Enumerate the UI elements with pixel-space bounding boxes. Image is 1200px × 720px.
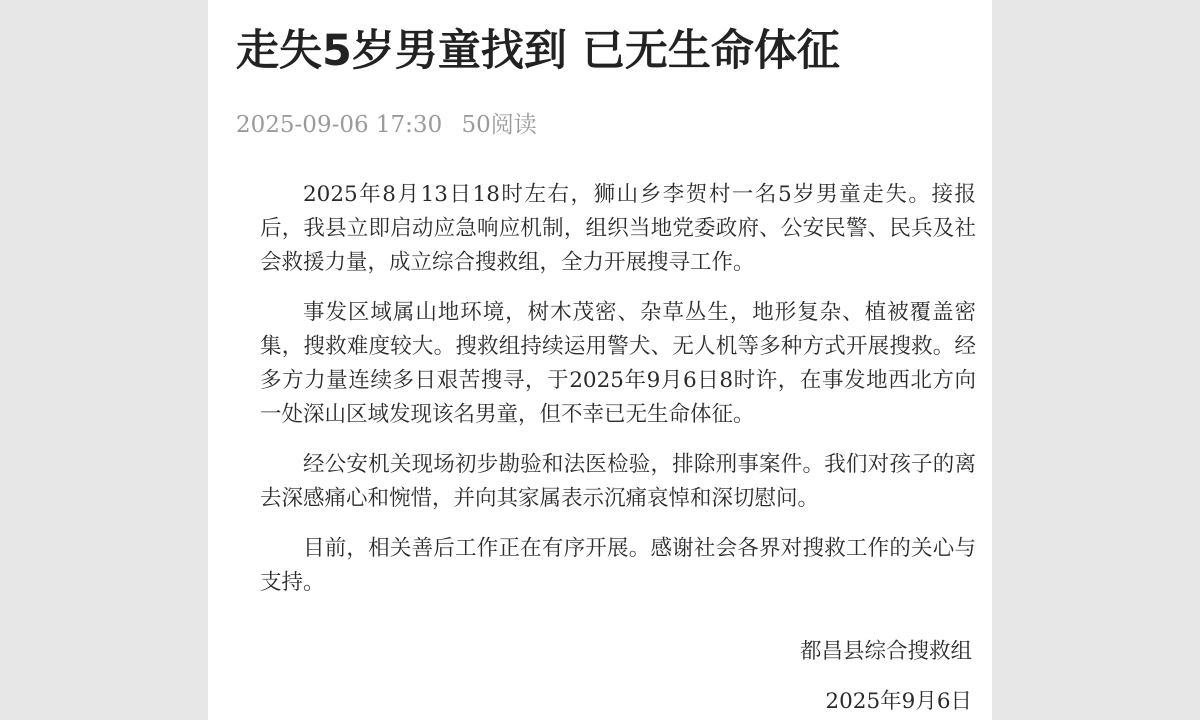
paragraph: 经公安机关现场初步勘验和法医检验，排除刑事案件。我们对孩子的离去深感痛心和惋惜，并向其家属表示沉痛哀悼和深切慰问。 [260,452,976,511]
read-count: 50阅读 [461,112,537,138]
paragraph: 2025年8月13日18时左右，狮山乡李贺村一名5岁男童走失。接报后，我县立即启动应急响应机制，组织当地党委政府、公安民警、民兵及社会救援力量，成立综合搜救组，全力开展搜寻工作。 [260,182,976,275]
paragraph: 事发区域属山地环境，树木茂密、杂草丛生，地形复杂、植被覆盖密集，搜救难度较大。搜救组持续运用警犬、无人机等多种方式开展搜救。经多方力量连续多日艰苦搜寻，于2025年9月6日8时许，在事发地西北方向一处深山区域发现该名男童，但不幸已无生命体征。 [260,300,976,427]
signature-organization: 都昌县综合搜救组 [799,639,972,664]
paragraph: 目前，相关善后工作正在有序开展。感谢社会各界对搜救工作的关心与支持。 [260,536,976,595]
article-container [208,0,992,720]
article-meta [236,110,537,140]
article-body [260,178,976,616]
article-title: 走失5岁男童找到 已无生命体征 [236,26,840,76]
signature-block [800,636,972,718]
signature-date: 2025年9月6日 [825,689,972,714]
left-gutter [0,0,208,720]
publish-date: 2025-09-06 17:30 [236,112,443,138]
right-gutter [992,0,1200,720]
